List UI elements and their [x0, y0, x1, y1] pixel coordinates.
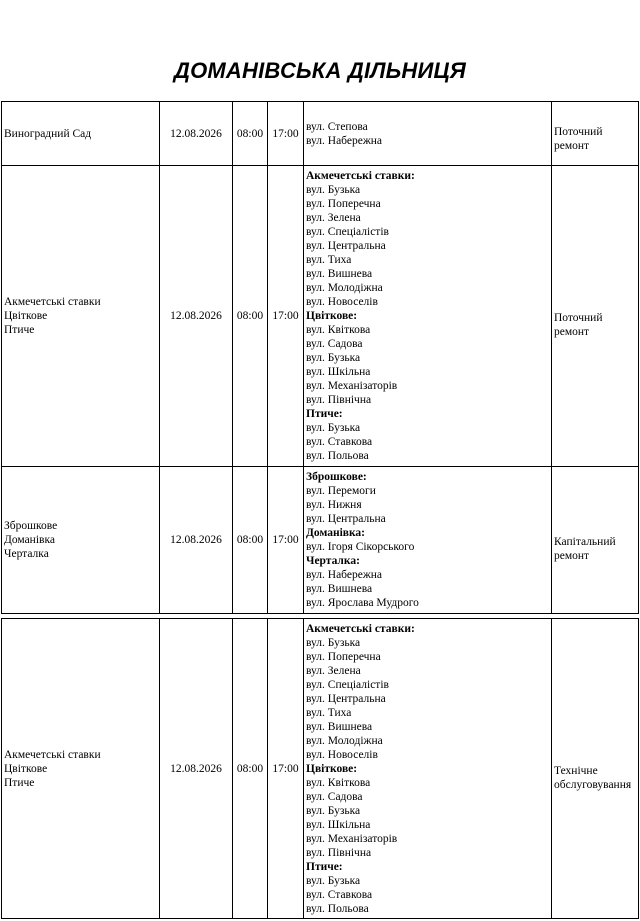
location-name: Акмечетські ставки — [4, 296, 101, 308]
street-name: вул. Механізаторів — [306, 832, 398, 845]
table-row — [2, 467, 639, 614]
street-name: вул. Спеціалістів — [306, 226, 389, 238]
street-name: вул. Спеціалістів — [306, 678, 389, 691]
street-name: вул. Нижня — [306, 499, 362, 511]
schedule-table — [1, 101, 639, 614]
location-name: Цвіткове — [4, 762, 48, 775]
street-name: вул. Північна — [306, 846, 372, 859]
settlement-heading: Птиче: — [306, 860, 343, 873]
settlement-heading: Доманівка: — [306, 527, 366, 539]
location-name: Черталка — [4, 548, 49, 560]
page-title: ДОМАНІВСЬКА ДІЛЬНИЦЯ — [173, 58, 467, 83]
end-time: 17:00 — [272, 127, 299, 140]
location-name: Доманівка — [4, 534, 55, 546]
street-name: вул. Набережна — [306, 134, 383, 147]
work-type: Капітальний ремонт — [554, 536, 616, 562]
work-type-cell — [552, 102, 639, 166]
settlement-heading: Цвіткове: — [306, 310, 358, 322]
location-name: Зброшкове — [4, 520, 58, 532]
street-name: вул. Шкільна — [306, 366, 371, 378]
streets-cell — [304, 467, 552, 614]
end-time: 17:00 — [272, 762, 299, 775]
schedule-table-continued — [1, 618, 639, 919]
street-name: вул. Польова — [306, 450, 369, 462]
start-time-cell — [233, 102, 268, 166]
start-time-cell — [233, 166, 268, 467]
street-name: вул. Центральна — [306, 513, 386, 525]
location-cell — [2, 102, 160, 166]
street-name: вул. Бузька — [306, 422, 361, 434]
location-name: Цвіткове — [4, 310, 48, 322]
street-name: вул. Ставкова — [306, 888, 373, 901]
location-name: Птиче — [4, 776, 35, 789]
work-type: Поточний ремонт — [554, 126, 603, 152]
work-type-cell — [552, 619, 639, 919]
street-name: вул. Набережна — [306, 569, 383, 581]
street-name: вул. Вишнева — [306, 268, 373, 280]
street-name: вул. Садова — [306, 790, 363, 803]
end-time-cell — [268, 467, 304, 614]
date-value: 12.08.2026 — [170, 762, 222, 775]
street-name: вул. Бузька — [306, 636, 361, 649]
street-name: вул. Новоселів — [306, 296, 378, 308]
street-name: вул. Центральна — [306, 240, 386, 252]
work-type: Поточний ремонт — [554, 312, 603, 338]
location-cell — [2, 619, 160, 919]
location-name: Виноградний Сад — [4, 127, 92, 140]
settlement-heading: Цвіткове: — [306, 762, 358, 775]
street-name: вул. Тиха — [306, 706, 352, 719]
streets-cell — [304, 102, 552, 166]
street-name: вул. Садова — [306, 338, 363, 350]
street-name: вул. Квіткова — [306, 324, 371, 336]
work-type: Технічне обслуговування — [554, 764, 632, 791]
street-name: вул. Бузька — [306, 184, 361, 196]
street-name: вул. Шкільна — [306, 818, 371, 831]
settlement-heading: Птиче: — [306, 408, 343, 420]
street-name: вул. Польова — [306, 902, 369, 915]
location-name: Птиче — [4, 324, 35, 336]
street-name: вул. Бузька — [306, 804, 361, 817]
start-time: 08:00 — [236, 762, 264, 775]
start-time: 08:00 — [236, 310, 264, 322]
date-cell — [160, 619, 233, 919]
street-name: вул. Вишнева — [306, 720, 373, 733]
street-name: вул. Ігоря Сікорського — [306, 541, 415, 553]
street-name: вул. Бузька — [306, 874, 361, 887]
street-name: вул. Ярослава Мудрого — [306, 597, 419, 609]
settlement-heading: Акмечетські ставки: — [306, 170, 415, 182]
street-name: вул. Поперечна — [306, 650, 381, 663]
street-name: вул. Центральна — [306, 692, 386, 705]
settlement-heading: Черталка: — [306, 555, 360, 567]
end-time-cell — [268, 166, 304, 467]
street-name: вул. Степова — [306, 120, 368, 133]
settlement-heading: Акмечетські ставки: — [306, 622, 415, 635]
street-name: вул. Вишнева — [306, 583, 373, 595]
end-time: 17:00 — [272, 534, 299, 546]
end-time: 17:00 — [272, 310, 299, 322]
date-cell — [160, 102, 233, 166]
street-name: вул. Поперечна — [306, 198, 381, 210]
table-row — [2, 166, 639, 467]
date-value: 12.08.2026 — [170, 534, 222, 546]
street-name: вул. Механізаторів — [306, 380, 398, 392]
settlement-heading: Зброшкове: — [306, 471, 367, 483]
start-time: 08:00 — [236, 127, 264, 140]
work-type-cell — [552, 467, 639, 614]
location-cell — [2, 467, 160, 614]
street-name: вул. Молодіжна — [306, 734, 383, 747]
start-time: 08:00 — [236, 534, 264, 546]
date-value: 12.08.2026 — [170, 127, 222, 140]
street-name: вул. Молодіжна — [306, 282, 383, 294]
street-name: вул. Зелена — [306, 212, 361, 224]
streets-cell — [304, 619, 552, 919]
street-name: вул. Бузька — [306, 352, 361, 364]
start-time-cell — [233, 467, 268, 614]
date-cell — [160, 467, 233, 614]
street-name: вул. Ставкова — [306, 436, 373, 448]
start-time-cell — [233, 619, 268, 919]
table-row — [2, 102, 639, 166]
street-name: вул. Квіткова — [306, 776, 371, 789]
street-name: вул. Зелена — [306, 664, 361, 677]
street-name: вул. Перемоги — [306, 485, 376, 497]
end-time-cell — [268, 619, 304, 919]
location-name: Акмечетські ставки — [4, 748, 101, 761]
date-value: 12.08.2026 — [170, 310, 222, 322]
street-name: вул. Тиха — [306, 254, 352, 266]
location-cell — [2, 166, 160, 467]
work-type-cell — [552, 166, 639, 467]
date-cell — [160, 166, 233, 467]
street-name: вул. Північна — [306, 394, 372, 406]
end-time-cell — [268, 102, 304, 166]
table-row — [2, 619, 639, 919]
streets-cell — [304, 166, 552, 467]
street-name: вул. Новоселів — [306, 748, 378, 761]
